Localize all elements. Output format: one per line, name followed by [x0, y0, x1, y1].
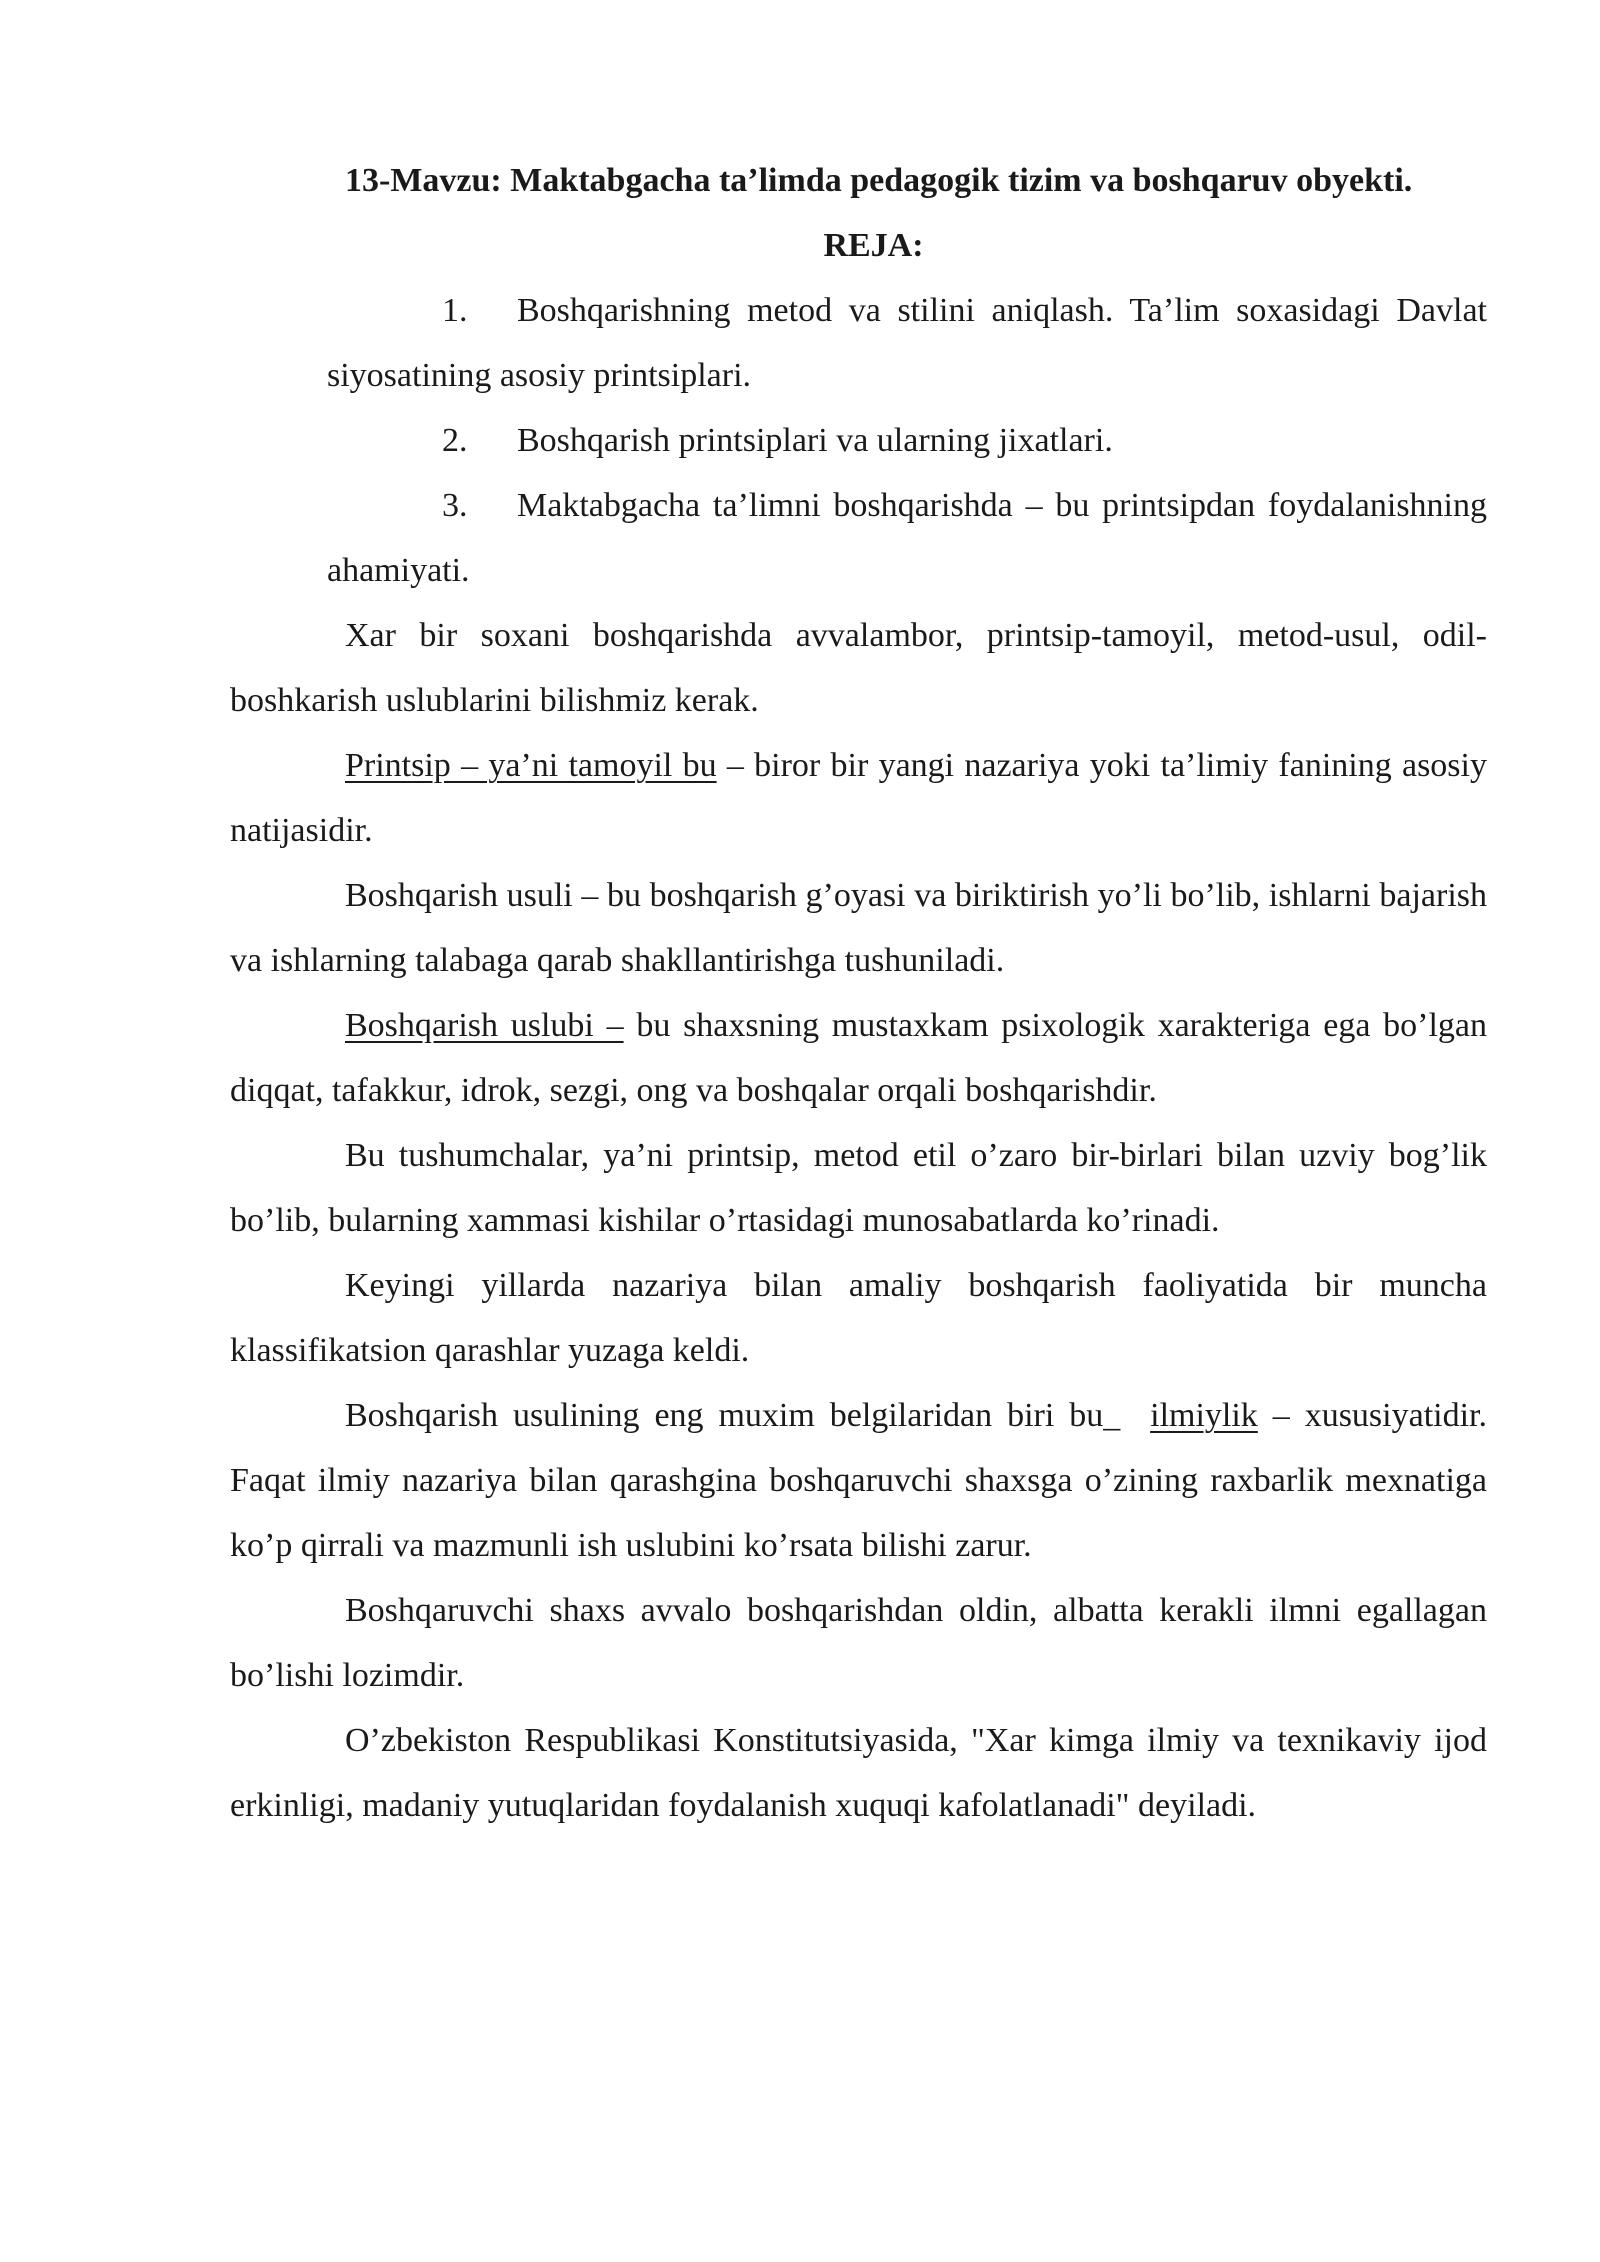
paragraph-text: Boshqarish usulining eng muxim belgilaridan biri bu_	[345, 1397, 1151, 1434]
underlined-term: Printsip – ya’ni tamoyil bu	[345, 747, 717, 784]
paragraph	[230, 1383, 1504, 1578]
underlined-term: ilmiylik	[1150, 1397, 1258, 1434]
plan-list	[230, 278, 1487, 603]
plan-item	[230, 278, 1487, 408]
paragraph: Boshqarish usuli – bu boshqarish g’oyasi va biriktirish yo’li bo’lib, ishlarni bajarish va ishlarning talabaga qarab shakllantirishga tushuniladi.	[230, 877, 1487, 979]
paragraph: O’zbekiston Respublikasi Konstitutsiyasida, "Xar kimga ilmiy va texnikaviy ijod erkinligi, madaniy yutuqlaridan foydalanish xuquqi kafolatlanadi" deyiladi.	[230, 1722, 1487, 1824]
underlined-term: Boshqarish uslubi –	[345, 1007, 624, 1044]
plan-item	[230, 473, 1487, 603]
paragraph: Keyingi yillarda nazariya bilan amaliy boshqarish faoliyatida bir muncha klassifikatsion qarashlar yuzaga keldi.	[230, 1267, 1487, 1369]
paragraph-text: bu shaxsning mustaxkam psixologik xarakteriga ega bo’lgan diqqat, tafakkur, idrok, sezgi, ong va boshqalar orqali boshqarishdir.	[230, 1007, 1487, 1109]
document-body	[230, 148, 1504, 1838]
plan-item-number: 3.	[442, 487, 468, 524]
document-title: 13-Mavzu: Maktabgacha ta’limda pedagogik tizim va boshqaruv obyekti.	[345, 162, 1413, 199]
plan-item-text: Maktabgacha ta’limni boshqarishda – bu printsipdan foydalanishning ahamiyati.	[327, 487, 1487, 589]
plan-item-text: Boshqarish printsiplari va ularning jixatlari.	[517, 422, 1113, 459]
plan-heading: REJA:	[823, 227, 924, 264]
plan-item-text: Boshqarishning metod va stilini aniqlash. Ta’lim soxasidagi Davlat siyosatining asosiy printsiplari.	[327, 292, 1487, 394]
paragraph: Boshqaruvchi shaxs avvalo boshqarishdan oldin, albatta kerakli ilmni egallagan bo’lishi lozimdir.	[230, 1592, 1487, 1694]
plan-item	[230, 408, 1487, 473]
paragraph: Xar bir soxani boshqarishda avvalambor, printsip-tamoyil, metod-usul, odil-boshkarish uslublarini bilishmiz kerak.	[230, 617, 1487, 719]
paragraph	[230, 733, 1487, 863]
plan-item-number: 2.	[442, 422, 468, 459]
paragraph-text: – biror bir yangi nazariya yoki ta’limiy fanining asosiy natijasidir.	[230, 747, 1487, 849]
paragraph-text: – xususiyatidir. Faqat ilmiy nazariya bilan qarashgina boshqaruvchi shaxsga o’zining raxbarlik mexnatiga ko’p qirrali va mazmunli ish uslubini ko’rsata bilishi zarur.	[230, 1397, 1504, 1564]
paragraph: Bu tushumchalar, ya’ni printsip, metod etil o’zaro bir-birlari bilan uzviy bog’lik bo’lib, bularning xammasi kishilar o’rtasidagi munosabatlarda ko’rinadi.	[230, 1137, 1487, 1239]
plan-item-number: 1.	[442, 292, 468, 329]
paragraph	[230, 993, 1487, 1123]
